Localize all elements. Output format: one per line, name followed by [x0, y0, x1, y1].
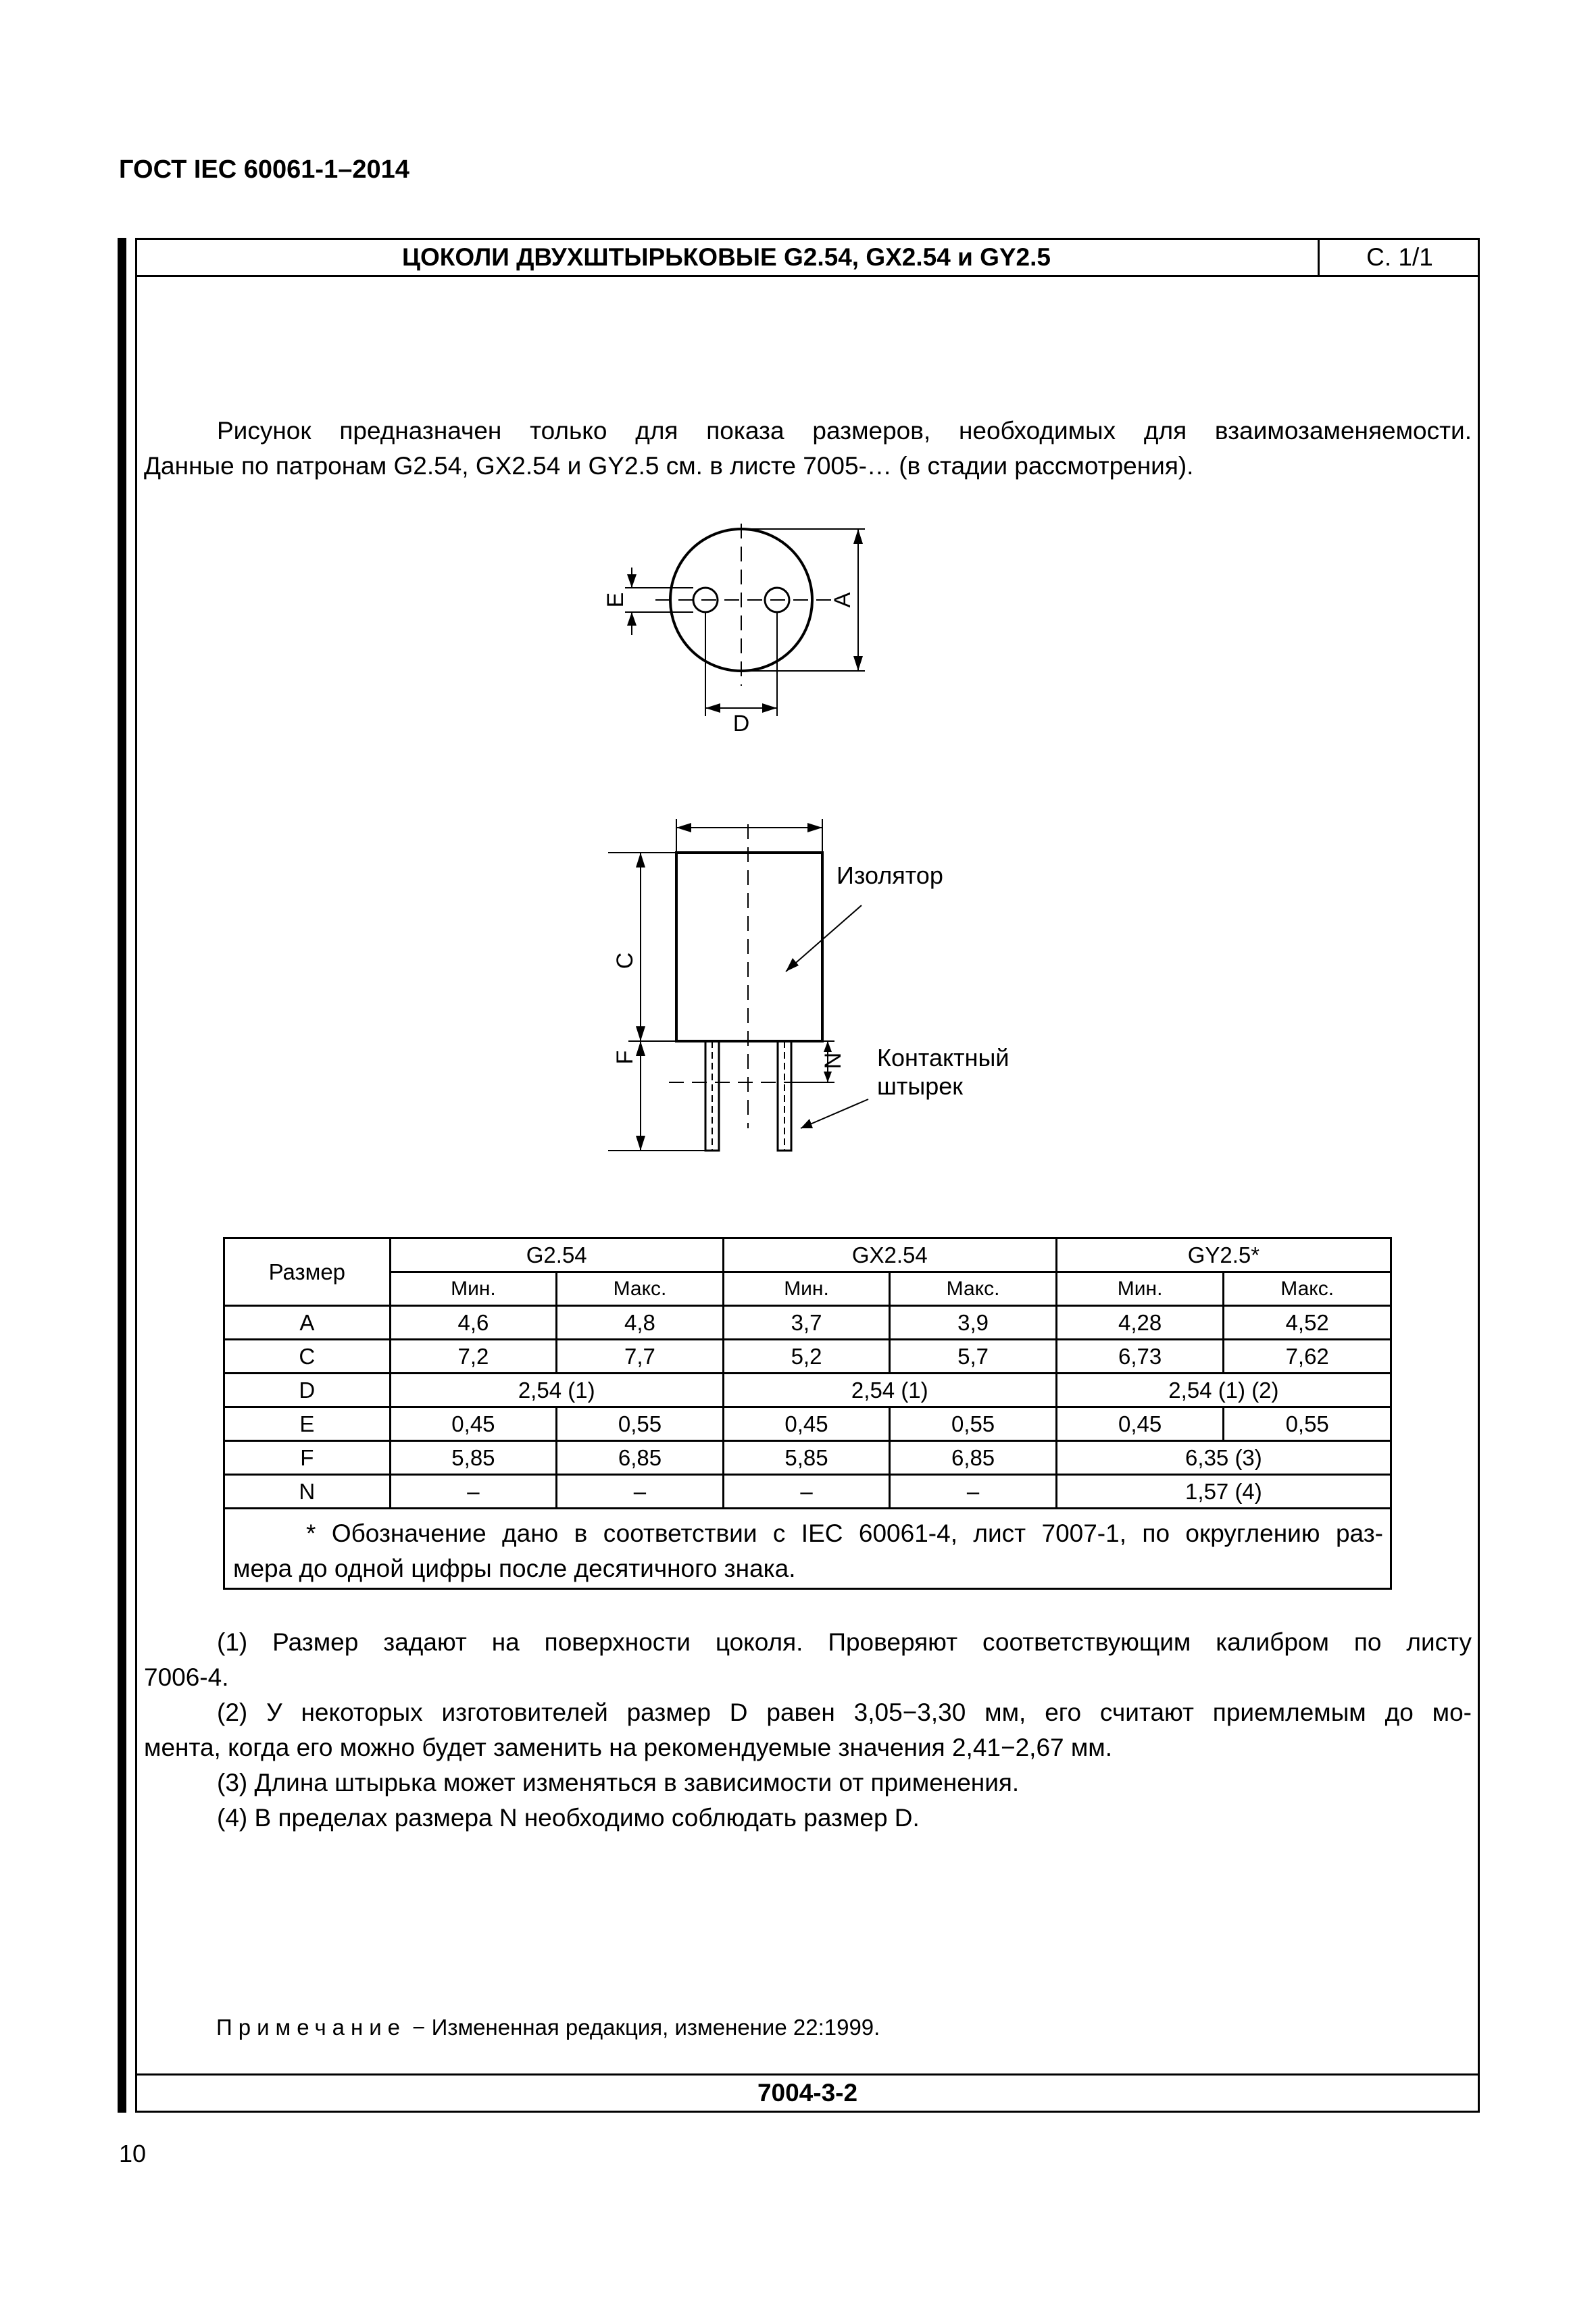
row-label: C	[224, 1340, 391, 1374]
row-label: D	[224, 1374, 391, 1407]
table-corner-header: Размер	[224, 1238, 391, 1306]
group-header-g254: G2.54	[390, 1238, 723, 1272]
min-header: Мин.	[1056, 1272, 1224, 1306]
table-cell: 6,35 (3)	[1056, 1441, 1391, 1475]
table-cell: 0,45	[390, 1407, 557, 1441]
sheet-title: ЦОКОЛИ ДВУХШТЫРЬКОВЫЕ G2.54, GX2.54 и GY2.5	[401, 243, 1051, 271]
note-4: (4) В пределах размера N необходимо соблюдать размер D.	[217, 1804, 920, 1832]
note-3: (3) Длина штырька может изменяться в зависимости от применения.	[217, 1769, 1020, 1796]
table-cell: 7,7	[557, 1340, 724, 1374]
table-subheader-row	[224, 1272, 1391, 1306]
side-view-drawing	[595, 811, 1034, 1162]
table-cell: 0,55	[890, 1407, 1057, 1441]
max-header: Макс.	[890, 1272, 1057, 1306]
table-cell: 5,7	[890, 1340, 1057, 1374]
max-header: Макс.	[1224, 1272, 1391, 1306]
top-view-drawing	[588, 513, 899, 736]
note-2-line1: (2) У некоторых изготовителей размер D равен 3,05−3,30 мм, его считают приемлемым до мо-	[217, 1699, 1472, 1726]
dim-label-a: A	[830, 592, 855, 608]
table-cell: 4,52	[1224, 1306, 1391, 1340]
table-cell: –	[557, 1475, 724, 1509]
table-row	[224, 1306, 1391, 1340]
table-cell: 0,45	[723, 1407, 890, 1441]
dimension-table	[223, 1237, 1392, 1590]
dim-label-e: E	[602, 592, 628, 608]
table-row	[224, 1340, 1391, 1374]
table-row	[224, 1475, 1391, 1509]
table-footnote-line2: мера до одной цифры после десятичного знака.	[233, 1555, 796, 1582]
table-cell: 2,54 (1)	[390, 1374, 723, 1407]
page-number: 10	[119, 2140, 147, 2167]
min-header: Мин.	[723, 1272, 890, 1306]
table-cell: 7,2	[390, 1340, 557, 1374]
max-header: Макс.	[557, 1272, 724, 1306]
row-label: E	[224, 1407, 391, 1441]
table-cell: 0,45	[1056, 1407, 1224, 1441]
table-cell: 5,85	[390, 1441, 557, 1475]
table-cell: 7,62	[1224, 1340, 1391, 1374]
table-row	[224, 1374, 1391, 1407]
sheet-page: С. 1/1	[1366, 243, 1433, 271]
contact-pin-label-line1: Контактный	[877, 1044, 1009, 1072]
table-cell: 5,85	[723, 1441, 890, 1475]
amendment-note	[216, 2015, 880, 2040]
group-header-gx254: GX2.54	[723, 1238, 1056, 1272]
table-footnote-line1: * Обозначение дано в соответствии с IEC 60061-4, лист 7007-1, по округлению раз-	[306, 1519, 1383, 1547]
table-cell: 2,54 (1) (2)	[1056, 1374, 1391, 1407]
note-1-line1: (1) Размер задают на поверхности цоколя. Проверяют соответствующим калибром по листу	[217, 1628, 1472, 1656]
table-footnote-row	[224, 1509, 1391, 1589]
dim-label-d: D	[732, 711, 750, 736]
intro-line-1: Рисунок предназначен только для показа размеров, необходимых для взаимозаменяемости.	[217, 417, 1472, 445]
change-marker-bar	[118, 238, 126, 2113]
table-cell: 0,55	[1224, 1407, 1391, 1441]
dim-label-n: N	[820, 1052, 846, 1070]
notes-section	[144, 1625, 1472, 1836]
table-cell: 4,28	[1056, 1306, 1224, 1340]
sheet-code: 7004-3-2	[757, 2079, 858, 2107]
note-1-line2: 7006-4.	[144, 1663, 229, 1691]
row-label: A	[224, 1306, 391, 1340]
table-cell: 6,85	[890, 1441, 1057, 1475]
dim-label-c: C	[612, 952, 638, 970]
table-cell: 3,9	[890, 1306, 1057, 1340]
table-row	[224, 1441, 1391, 1475]
table-cell: 4,6	[390, 1306, 557, 1340]
table-cell: 4,8	[557, 1306, 724, 1340]
note-label: Примечание	[216, 2015, 407, 2040]
table-cell: –	[390, 1475, 557, 1509]
intro-line-2: Данные по патронам G2.54, GX2.54 и GY2.5 см. в листе 7005-… (в стадии рассмотрения).	[144, 452, 1194, 480]
min-header: Мин.	[390, 1272, 557, 1306]
dim-label-f: F	[612, 1050, 638, 1065]
table-footnote	[224, 1509, 1391, 1589]
table-cell: –	[890, 1475, 1057, 1509]
insulator-body	[676, 853, 822, 1041]
group-header-gy25: GY2.5*	[1056, 1238, 1391, 1272]
table-cell: 6,85	[557, 1441, 724, 1475]
table-cell: –	[723, 1475, 890, 1509]
insulator-label: Изолятор	[837, 861, 943, 889]
table-cell: 3,7	[723, 1306, 890, 1340]
table-header-row	[224, 1238, 1391, 1272]
standard-header: ГОСТ IEC 60061-1–2014	[119, 155, 409, 184]
table-row	[224, 1407, 1391, 1441]
table-cell: 5,2	[723, 1340, 890, 1374]
intro-paragraph	[144, 413, 1472, 484]
contact-pin-label-line2: штырек	[877, 1072, 964, 1100]
row-label: N	[224, 1475, 391, 1509]
note-text: − Измененная редакция, изменение 22:1999.	[406, 2015, 880, 2040]
table-cell: 6,73	[1056, 1340, 1224, 1374]
row-label: F	[224, 1441, 391, 1475]
note-2-line2: мента, когда его можно будет заменить на рекомендуемые значения 2,41−2,67 мм.	[144, 1734, 1113, 1761]
table-cell: 0,55	[557, 1407, 724, 1441]
table-cell: 2,54 (1)	[723, 1374, 1056, 1407]
table-cell: 1,57 (4)	[1056, 1475, 1391, 1509]
